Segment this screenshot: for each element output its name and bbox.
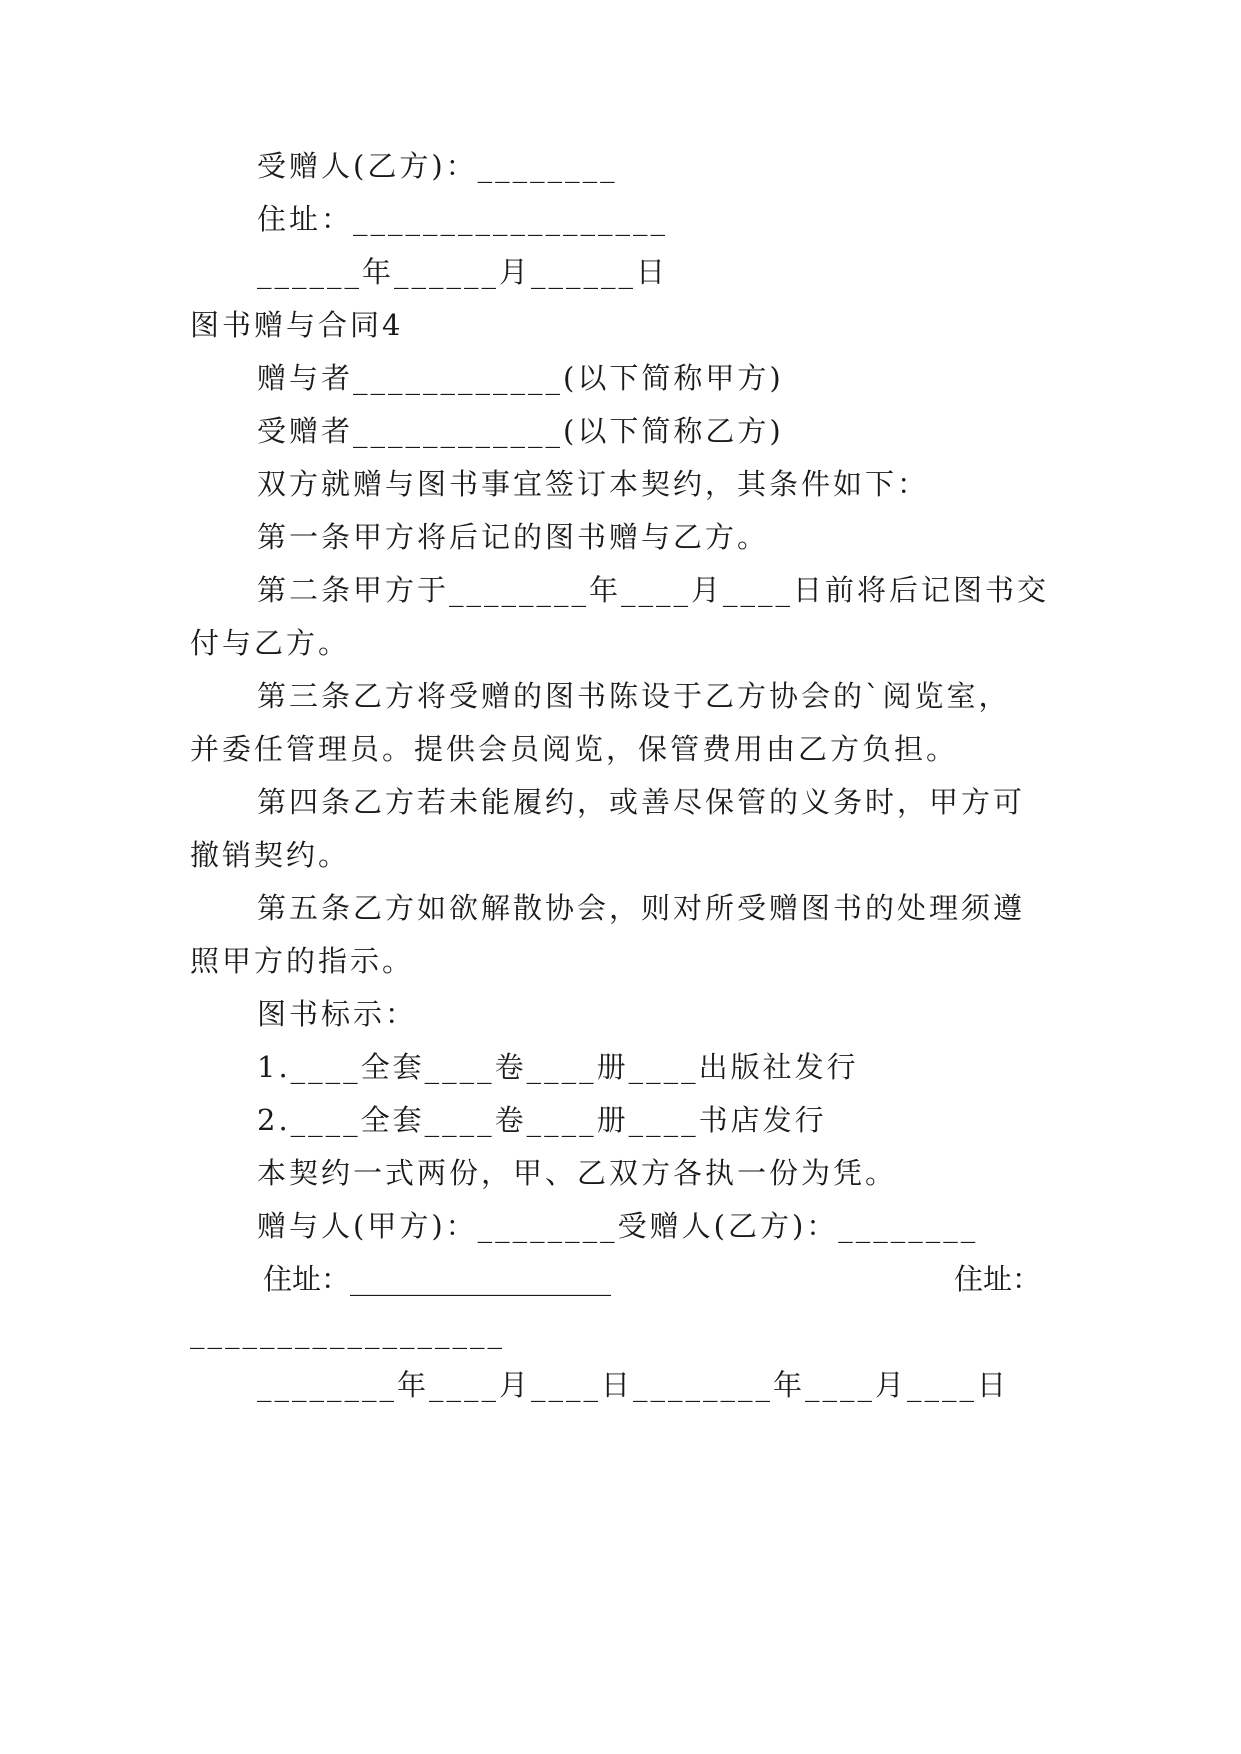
recipient-address-line: 住址：__________________ bbox=[257, 202, 669, 236]
article-5-line-1: 第五条乙方如欲解散协会，则对所受赠图书的处理须遵 bbox=[257, 891, 1026, 925]
signing-dates-line: ________年____月____日________年____月____日 bbox=[257, 1368, 1010, 1402]
recipient-date-line: ______年______月______日 bbox=[257, 255, 669, 289]
article-4-line-1: 第四条乙方若未能履约，或善尽保管的义务时，甲方可 bbox=[257, 785, 1026, 819]
article-3-line-2: 并委任管理员。提供会员阅览，保管费用由乙方负担。 bbox=[190, 732, 959, 766]
recipient-address-blank: __________________ bbox=[190, 1315, 505, 1349]
book-list-heading: 图书标示： bbox=[257, 997, 418, 1031]
article-5-line-2: 照甲方的指示。 bbox=[190, 944, 415, 978]
article-1: 第一条甲方将后记的图书赠与乙方。 bbox=[257, 520, 770, 554]
copies-clause: 本契约一式两份，甲、乙双方各执一份为凭。 bbox=[257, 1156, 898, 1190]
article-3-line-1: 第三条乙方将受赠的图书陈设于乙方协会的`阅览室， bbox=[257, 679, 1011, 713]
address-line bbox=[263, 1259, 1041, 1299]
donor-address: 住址：__________________ bbox=[263, 1262, 612, 1296]
article-2-line-1: 第二条甲方于________年____月____日前将后记图书交 bbox=[257, 573, 1050, 607]
article-2-line-2: 付与乙方。 bbox=[190, 626, 351, 660]
signature-line: 赠与人(甲方)：________受赠人(乙方)：________ bbox=[257, 1209, 979, 1243]
recipient-signature-line: 受赠人(乙方)：________ bbox=[257, 149, 618, 183]
donor-line: 赠与者____________(以下简称甲方) bbox=[257, 361, 784, 395]
donee-line: 受赠者____________(以下简称乙方) bbox=[257, 414, 784, 448]
contract-title: 图书赠与合同4 bbox=[190, 308, 404, 342]
book-list-item-2: 2.____全套____卷____册____书店发行 bbox=[257, 1103, 827, 1137]
preamble-paragraph: 双方就赠与图书事宜签订本契约，其条件如下： bbox=[257, 467, 930, 501]
article-4-line-2: 撤销契约。 bbox=[190, 838, 351, 872]
book-list-item-1: 1.____全套____卷____册____出版社发行 bbox=[257, 1050, 859, 1084]
recipient-address-label: 住址： bbox=[953, 1262, 1041, 1296]
